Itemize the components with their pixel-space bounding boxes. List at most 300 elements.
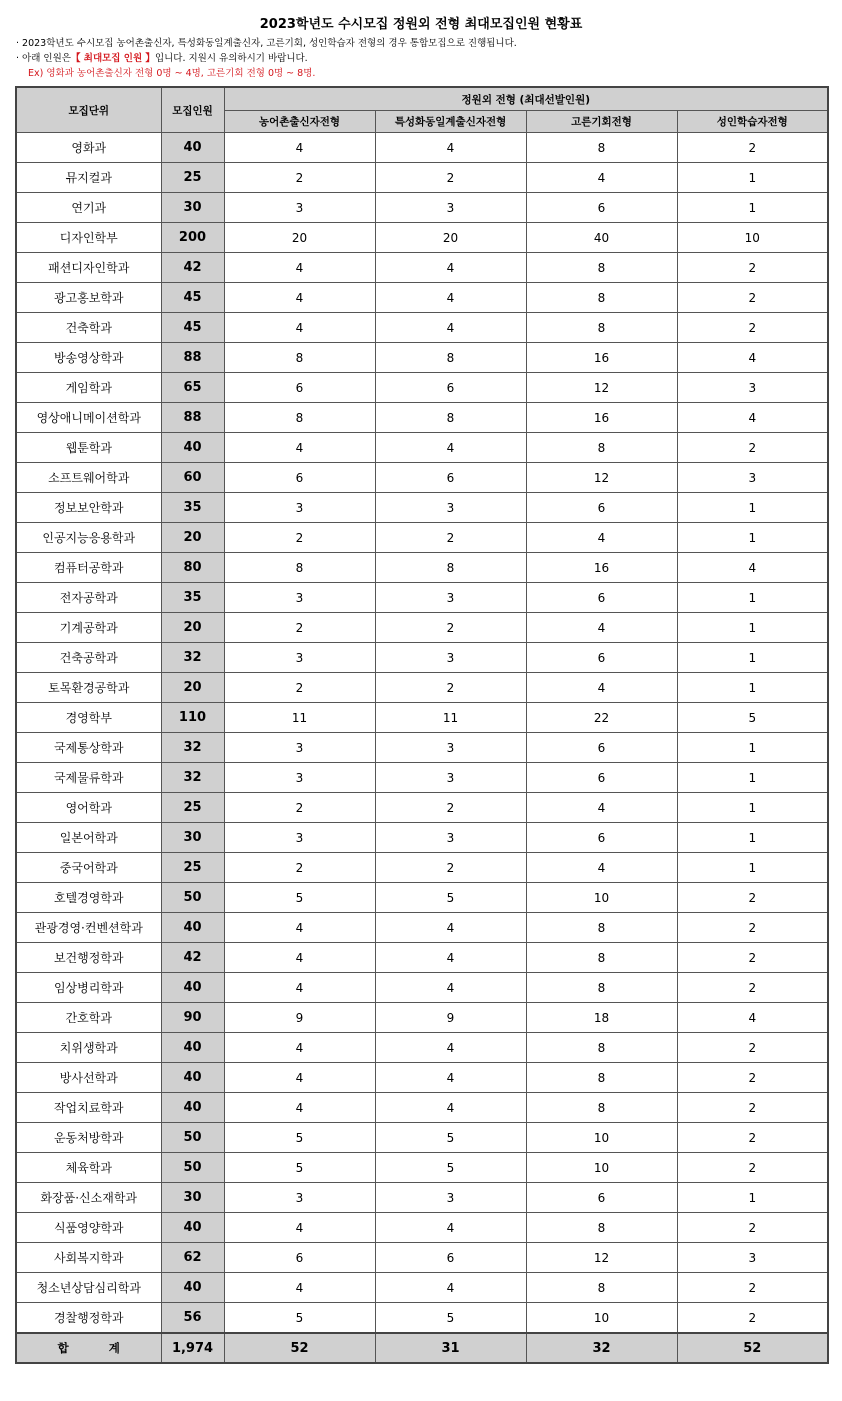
- cell-unit: 영상애니메이션학과: [16, 403, 161, 433]
- cell-col4: 2: [677, 1033, 828, 1063]
- cell-col3: 8: [526, 253, 677, 283]
- cell-quota: 25: [161, 163, 224, 193]
- total-label: 합 계: [16, 1333, 161, 1363]
- header-group: 정원외 전형 (최대선발인원): [224, 87, 828, 111]
- cell-col3: 8: [526, 1273, 677, 1303]
- table-row: [16, 583, 828, 613]
- cell-quota: 20: [161, 673, 224, 703]
- cell-col1: 20: [224, 223, 375, 253]
- cell-col2: 4: [375, 943, 526, 973]
- cell-col1: 5: [224, 1153, 375, 1183]
- cell-col2: 4: [375, 1213, 526, 1243]
- cell-col1: 2: [224, 163, 375, 193]
- cell-col3: 4: [526, 673, 677, 703]
- cell-col4: 3: [677, 373, 828, 403]
- cell-col4: 2: [677, 1273, 828, 1303]
- cell-col2: 4: [375, 913, 526, 943]
- cell-quota: 90: [161, 1003, 224, 1033]
- cell-col3: 8: [526, 913, 677, 943]
- cell-quota: 40: [161, 133, 224, 163]
- cell-col4: 2: [677, 1063, 828, 1093]
- cell-col3: 12: [526, 1243, 677, 1273]
- notes: [16, 36, 517, 81]
- cell-quota: 50: [161, 1153, 224, 1183]
- cell-col2: 4: [375, 1273, 526, 1303]
- table-row: [16, 943, 828, 973]
- cell-col1: 4: [224, 133, 375, 163]
- cell-col4: 2: [677, 133, 828, 163]
- cell-col3: 8: [526, 433, 677, 463]
- cell-col2: 20: [375, 223, 526, 253]
- cell-col2: 8: [375, 403, 526, 433]
- cell-col4: 2: [677, 433, 828, 463]
- cell-col1: 2: [224, 523, 375, 553]
- cell-col1: 5: [224, 883, 375, 913]
- cell-col1: 5: [224, 1303, 375, 1334]
- cell-unit: 전자공학과: [16, 583, 161, 613]
- table-body: [16, 133, 828, 1334]
- cell-col1: 3: [224, 823, 375, 853]
- cell-unit: 패션디자인학과: [16, 253, 161, 283]
- cell-col4: 2: [677, 1093, 828, 1123]
- cell-quota: 40: [161, 1033, 224, 1063]
- cell-col3: 6: [526, 1183, 677, 1213]
- table-row: [16, 913, 828, 943]
- cell-col1: 2: [224, 673, 375, 703]
- cell-col3: 12: [526, 463, 677, 493]
- cell-quota: 40: [161, 433, 224, 463]
- table-row: [16, 763, 828, 793]
- cell-col3: 4: [526, 853, 677, 883]
- cell-col2: 8: [375, 343, 526, 373]
- cell-col2: 3: [375, 493, 526, 523]
- cell-unit: 호텔경영학과: [16, 883, 161, 913]
- cell-quota: 50: [161, 883, 224, 913]
- cell-unit: 국제통상학과: [16, 733, 161, 763]
- table-row: [16, 403, 828, 433]
- cell-unit: 컴퓨터공학과: [16, 553, 161, 583]
- cell-col2: 9: [375, 1003, 526, 1033]
- table-row: [16, 1303, 828, 1334]
- cell-quota: 60: [161, 463, 224, 493]
- header-col4: 성인학습자전형: [677, 111, 828, 133]
- table-row: [16, 433, 828, 463]
- cell-col3: 16: [526, 343, 677, 373]
- cell-col3: 8: [526, 133, 677, 163]
- table-row: [16, 703, 828, 733]
- table-row: [16, 1183, 828, 1213]
- total-col3: 32: [526, 1333, 677, 1363]
- cell-col1: 3: [224, 493, 375, 523]
- cell-col2: 2: [375, 523, 526, 553]
- note-line-2: [16, 51, 517, 66]
- cell-col4: 4: [677, 403, 828, 433]
- cell-col1: 4: [224, 1093, 375, 1123]
- header-quota: 모집인원: [161, 87, 224, 133]
- cell-col2: 4: [375, 1063, 526, 1093]
- cell-col4: 2: [677, 283, 828, 313]
- cell-quota: 40: [161, 1273, 224, 1303]
- cell-col2: 4: [375, 433, 526, 463]
- cell-col2: 2: [375, 163, 526, 193]
- cell-col4: 2: [677, 1303, 828, 1334]
- table-row: [16, 853, 828, 883]
- total-row: [16, 1333, 828, 1363]
- header-col1: 농어촌출신자전형: [224, 111, 375, 133]
- cell-col3: 6: [526, 733, 677, 763]
- cell-col1: 4: [224, 1033, 375, 1063]
- cell-unit: 영어학과: [16, 793, 161, 823]
- cell-col2: 5: [375, 1303, 526, 1334]
- page-title: 2023학년도 수시모집 정원외 전형 최대모집인원 현황표: [259, 17, 583, 32]
- cell-col2: 2: [375, 613, 526, 643]
- cell-quota: 32: [161, 763, 224, 793]
- cell-col4: 1: [677, 673, 828, 703]
- total-quota: 1,974: [161, 1333, 224, 1363]
- cell-unit: 식품영양학과: [16, 1213, 161, 1243]
- cell-quota: 32: [161, 733, 224, 763]
- cell-unit: 광고홍보학과: [16, 283, 161, 313]
- cell-col1: 4: [224, 1063, 375, 1093]
- cell-col2: 6: [375, 463, 526, 493]
- table-row: [16, 1033, 828, 1063]
- table-row: [16, 163, 828, 193]
- cell-unit: 일본어학과: [16, 823, 161, 853]
- cell-col4: 2: [677, 913, 828, 943]
- cell-unit: 화장품·신소재학과: [16, 1183, 161, 1213]
- cell-unit: 운동처방학과: [16, 1123, 161, 1153]
- cell-col4: 4: [677, 553, 828, 583]
- table-row: [16, 1243, 828, 1273]
- table-row: [16, 1093, 828, 1123]
- cell-unit: 관광경영·컨벤션학과: [16, 913, 161, 943]
- cell-quota: 35: [161, 493, 224, 523]
- cell-col3: 12: [526, 373, 677, 403]
- quota-table: [15, 86, 829, 1364]
- cell-col4: 2: [677, 883, 828, 913]
- cell-col2: 3: [375, 193, 526, 223]
- cell-col2: 4: [375, 973, 526, 1003]
- cell-col4: 4: [677, 1003, 828, 1033]
- cell-col1: 3: [224, 1183, 375, 1213]
- cell-quota: 110: [161, 703, 224, 733]
- cell-unit: 건축학과: [16, 313, 161, 343]
- cell-col1: 4: [224, 943, 375, 973]
- cell-col2: 5: [375, 1123, 526, 1153]
- cell-col4: 1: [677, 643, 828, 673]
- cell-col2: 5: [375, 883, 526, 913]
- table-row: [16, 793, 828, 823]
- total-col2: 31: [375, 1333, 526, 1363]
- cell-unit: 사회복지학과: [16, 1243, 161, 1273]
- cell-col1: 6: [224, 463, 375, 493]
- cell-col1: 2: [224, 853, 375, 883]
- cell-col1: 4: [224, 313, 375, 343]
- table-row: [16, 733, 828, 763]
- cell-unit: 연기과: [16, 193, 161, 223]
- cell-quota: 42: [161, 253, 224, 283]
- note-highlight: 【 최대모집 인원 】: [70, 53, 155, 64]
- cell-col3: 16: [526, 403, 677, 433]
- table-row: [16, 643, 828, 673]
- cell-quota: 45: [161, 313, 224, 343]
- table-row: [16, 1063, 828, 1093]
- cell-unit: 소프트웨어학과: [16, 463, 161, 493]
- cell-col1: 4: [224, 973, 375, 1003]
- cell-unit: 작업치료학과: [16, 1093, 161, 1123]
- cell-col4: 1: [677, 853, 828, 883]
- cell-col4: 1: [677, 163, 828, 193]
- cell-unit: 중국어학과: [16, 853, 161, 883]
- cell-unit: 토목환경공학과: [16, 673, 161, 703]
- cell-unit: 국제물류학과: [16, 763, 161, 793]
- cell-col1: 4: [224, 433, 375, 463]
- table-row: [16, 223, 828, 253]
- table-row: [16, 373, 828, 403]
- cell-col1: 8: [224, 343, 375, 373]
- cell-quota: 40: [161, 1093, 224, 1123]
- table-row: [16, 193, 828, 223]
- cell-col2: 2: [375, 673, 526, 703]
- cell-quota: 56: [161, 1303, 224, 1334]
- cell-col4: 1: [677, 733, 828, 763]
- table-row: [16, 1153, 828, 1183]
- cell-col1: 4: [224, 1213, 375, 1243]
- cell-unit: 방사선학과: [16, 1063, 161, 1093]
- cell-col3: 18: [526, 1003, 677, 1033]
- cell-unit: 체육학과: [16, 1153, 161, 1183]
- note-line-2-pre: · 아래 인원은: [16, 53, 71, 64]
- cell-unit: 웹툰학과: [16, 433, 161, 463]
- cell-col2: 3: [375, 643, 526, 673]
- cell-col4: 10: [677, 223, 828, 253]
- cell-col3: 8: [526, 1213, 677, 1243]
- table-row: [16, 253, 828, 283]
- cell-unit: 인공지능응용학과: [16, 523, 161, 553]
- cell-quota: 32: [161, 643, 224, 673]
- cell-col4: 1: [677, 523, 828, 553]
- cell-col4: 1: [677, 823, 828, 853]
- cell-col1: 3: [224, 193, 375, 223]
- total-col1: 52: [224, 1333, 375, 1363]
- cell-col2: 11: [375, 703, 526, 733]
- cell-col2: 3: [375, 763, 526, 793]
- cell-quota: 80: [161, 553, 224, 583]
- cell-col4: 3: [677, 1243, 828, 1273]
- table-row: [16, 553, 828, 583]
- cell-col4: 2: [677, 943, 828, 973]
- cell-col2: 6: [375, 373, 526, 403]
- cell-col2: 4: [375, 133, 526, 163]
- cell-quota: 200: [161, 223, 224, 253]
- cell-col3: 6: [526, 493, 677, 523]
- cell-col4: 2: [677, 253, 828, 283]
- cell-col1: 4: [224, 253, 375, 283]
- note-line-2-post: 입니다. 지원시 유의하시기 바랍니다.: [154, 53, 308, 64]
- cell-unit: 건축공학과: [16, 643, 161, 673]
- cell-col1: 2: [224, 793, 375, 823]
- cell-quota: 30: [161, 193, 224, 223]
- table-row: [16, 613, 828, 643]
- cell-col3: 8: [526, 943, 677, 973]
- table-row: [16, 973, 828, 1003]
- cell-col3: 10: [526, 1123, 677, 1153]
- cell-col1: 8: [224, 553, 375, 583]
- total-col4: 52: [677, 1333, 828, 1363]
- note-line-1: · 2023학년도 수시모집 농어촌출신자, 특성화동일계출신자, 고른기회, 성인학습자 전형의 경우 통합모집으로 진행됩니다.: [16, 38, 517, 49]
- cell-col1: 2: [224, 613, 375, 643]
- cell-quota: 50: [161, 1123, 224, 1153]
- cell-col2: 4: [375, 283, 526, 313]
- cell-col3: 4: [526, 523, 677, 553]
- cell-col3: 22: [526, 703, 677, 733]
- cell-col3: 6: [526, 193, 677, 223]
- cell-unit: 보건행정학과: [16, 943, 161, 973]
- cell-col3: 8: [526, 1093, 677, 1123]
- table-row: [16, 463, 828, 493]
- cell-col1: 3: [224, 763, 375, 793]
- cell-col3: 40: [526, 223, 677, 253]
- cell-col2: 8: [375, 553, 526, 583]
- cell-col3: 6: [526, 583, 677, 613]
- cell-quota: 20: [161, 523, 224, 553]
- cell-quota: 25: [161, 853, 224, 883]
- cell-col2: 4: [375, 1093, 526, 1123]
- cell-col3: 8: [526, 313, 677, 343]
- note-example: Ex) 영화과 농어촌출신자 전형 0명 ~ 4명, 고른기회 전형 0명 ~ 8명.: [28, 68, 316, 79]
- table-row: [16, 1213, 828, 1243]
- cell-quota: 40: [161, 973, 224, 1003]
- cell-quota: 40: [161, 1063, 224, 1093]
- table-row: [16, 673, 828, 703]
- table-row: [16, 883, 828, 913]
- cell-unit: 청소년상담심리학과: [16, 1273, 161, 1303]
- cell-col1: 11: [224, 703, 375, 733]
- cell-col3: 10: [526, 1153, 677, 1183]
- cell-quota: 88: [161, 403, 224, 433]
- cell-col3: 16: [526, 553, 677, 583]
- cell-col1: 3: [224, 733, 375, 763]
- cell-col2: 3: [375, 823, 526, 853]
- cell-col4: 5: [677, 703, 828, 733]
- cell-col4: 1: [677, 583, 828, 613]
- cell-col2: 4: [375, 253, 526, 283]
- cell-col4: 1: [677, 493, 828, 523]
- cell-col3: 8: [526, 1033, 677, 1063]
- cell-col4: 3: [677, 463, 828, 493]
- cell-quota: 25: [161, 793, 224, 823]
- cell-quota: 40: [161, 1213, 224, 1243]
- cell-col2: 3: [375, 583, 526, 613]
- cell-col2: 3: [375, 1183, 526, 1213]
- cell-col3: 4: [526, 163, 677, 193]
- table-row: [16, 1273, 828, 1303]
- cell-col4: 1: [677, 793, 828, 823]
- cell-col4: 2: [677, 1123, 828, 1153]
- cell-col3: 8: [526, 973, 677, 1003]
- cell-col1: 4: [224, 283, 375, 313]
- table-row: [16, 1003, 828, 1033]
- cell-col3: 8: [526, 283, 677, 313]
- cell-col3: 6: [526, 823, 677, 853]
- cell-col1: 3: [224, 643, 375, 673]
- cell-col2: 4: [375, 1033, 526, 1063]
- cell-quota: 30: [161, 823, 224, 853]
- cell-col2: 5: [375, 1153, 526, 1183]
- cell-unit: 경찰행정학과: [16, 1303, 161, 1334]
- cell-unit: 경영학부: [16, 703, 161, 733]
- cell-col3: 10: [526, 883, 677, 913]
- cell-unit: 영화과: [16, 133, 161, 163]
- cell-col3: 6: [526, 763, 677, 793]
- cell-col3: 4: [526, 613, 677, 643]
- table-row: [16, 283, 828, 313]
- cell-col2: 6: [375, 1243, 526, 1273]
- cell-col2: 2: [375, 853, 526, 883]
- cell-quota: 88: [161, 343, 224, 373]
- cell-col4: 1: [677, 763, 828, 793]
- cell-col1: 5: [224, 1123, 375, 1153]
- cell-col1: 9: [224, 1003, 375, 1033]
- cell-quota: 20: [161, 613, 224, 643]
- cell-col4: 1: [677, 613, 828, 643]
- cell-col3: 4: [526, 793, 677, 823]
- cell-unit: 기계공학과: [16, 613, 161, 643]
- header-col2: 특성화동일계출신자전형: [375, 111, 526, 133]
- table-row: [16, 523, 828, 553]
- table-row: [16, 133, 828, 163]
- table-row: [16, 1123, 828, 1153]
- cell-col4: 4: [677, 343, 828, 373]
- cell-col1: 8: [224, 403, 375, 433]
- table-row: [16, 343, 828, 373]
- cell-col3: 6: [526, 643, 677, 673]
- table-row: [16, 823, 828, 853]
- cell-col4: 1: [677, 1183, 828, 1213]
- cell-col4: 2: [677, 313, 828, 343]
- cell-col1: 6: [224, 1243, 375, 1273]
- cell-col2: 3: [375, 733, 526, 763]
- cell-quota: 40: [161, 913, 224, 943]
- cell-col2: 2: [375, 793, 526, 823]
- cell-unit: 게임학과: [16, 373, 161, 403]
- cell-quota: 35: [161, 583, 224, 613]
- cell-col1: 4: [224, 913, 375, 943]
- cell-quota: 45: [161, 283, 224, 313]
- cell-col4: 2: [677, 973, 828, 1003]
- cell-unit: 디자인학부: [16, 223, 161, 253]
- cell-unit: 뮤지컬과: [16, 163, 161, 193]
- cell-col2: 4: [375, 313, 526, 343]
- cell-unit: 간호학과: [16, 1003, 161, 1033]
- header-col3: 고른기회전형: [526, 111, 677, 133]
- cell-unit: 방송영상학과: [16, 343, 161, 373]
- cell-unit: 치위생학과: [16, 1033, 161, 1063]
- cell-quota: 42: [161, 943, 224, 973]
- cell-col1: 3: [224, 583, 375, 613]
- cell-col4: 2: [677, 1153, 828, 1183]
- cell-quota: 30: [161, 1183, 224, 1213]
- table-row: [16, 313, 828, 343]
- table-row: [16, 493, 828, 523]
- cell-col1: 6: [224, 373, 375, 403]
- cell-unit: 임상병리학과: [16, 973, 161, 1003]
- cell-col4: 2: [677, 1213, 828, 1243]
- cell-quota: 62: [161, 1243, 224, 1273]
- cell-col3: 10: [526, 1303, 677, 1334]
- cell-col1: 4: [224, 1273, 375, 1303]
- cell-quota: 65: [161, 373, 224, 403]
